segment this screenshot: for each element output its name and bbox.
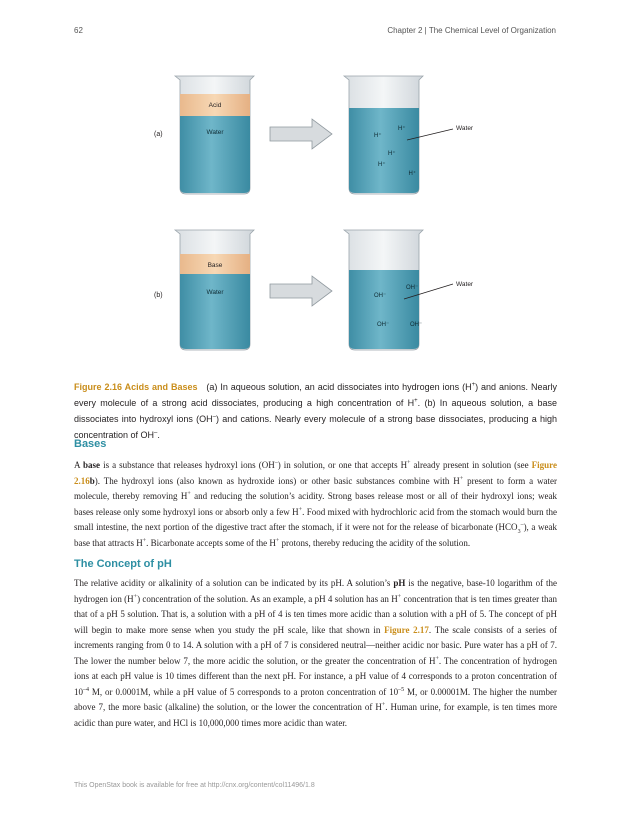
acid-base-figure (140, 64, 480, 354)
figure-link[interactable]: Figure 2.16 (74, 460, 557, 486)
beaker-a-left (175, 76, 254, 194)
acid-label: Acid (208, 102, 222, 109)
water-pointer-label: Water (456, 125, 474, 132)
oh-ion: OH⁻ (377, 322, 390, 328)
panel-b (154, 230, 474, 350)
oh-ion: OH⁻ (410, 322, 423, 328)
oh-ion: OH⁻ (374, 293, 387, 299)
base-label: Base (207, 262, 223, 269)
solution-b (349, 270, 419, 349)
beaker-b-right (344, 230, 474, 350)
solution-a (349, 108, 419, 193)
term-ph: pH (393, 578, 406, 588)
section-heading-ph: The Concept of pH (74, 558, 172, 570)
beaker-b-left (175, 230, 254, 350)
term-base: base (83, 460, 101, 470)
water-pointer-label: Water (456, 281, 474, 288)
figure-link[interactable]: Figure 2.17 (384, 624, 429, 635)
page-number: 62 (74, 26, 83, 35)
panel-a-tag: (a) (154, 131, 163, 138)
arrow-b (270, 276, 332, 306)
h-ion: H⁺ (374, 133, 382, 139)
water-layer (180, 274, 250, 349)
water-label: Water (206, 289, 224, 296)
panel-b-tag: (b) (154, 292, 163, 299)
h-ion: H⁺ (388, 151, 396, 157)
section-heading-bases: Bases (74, 438, 107, 450)
water-layer (180, 116, 250, 193)
panel-a (154, 76, 474, 194)
h-ion: H⁺ (378, 162, 386, 168)
beaker-a-right (344, 76, 474, 194)
paragraph-ph: The relative acidity or alkalinity of a solution can be indicated by its pH. A solution’s pH is the negative, base-10 logarithm of the hydrogen ion (H+) concentration of the solution. As an example, a pH 4 solution has an H+ concentration that is ten times greater than that of a pH 5 solution. That is, a solution with a pH of 4 is ten times more acidic than a solution with a pH of 5. The concept of pH will begin to make more sense when you study the pH scale, like that shown in Figure 2.17. The scale consists of a series of increments ranging from 0 to 14. A solution with a pH of 7 is considered neutral—neither acidic nor basic. Pure water has a pH of 7. The lower the number below 7, the more acidic the solution, or the greater the concentration of H+. The concentration of hydrogen ions at each pH value is 10 times different than the next pH. For instance, a pH value of 4 corresponds to a proton concentration of $10^{-4}$ M, or 0.0001M, while a pH value of 5 corresponds to a proton concentration of $10^{-5}$ M, or 0.00001M. The higher the number above 7, the more basic (alkaline) the solution, or the lower the concentration of H+. Human urine, for example, is ten times more acidic than pure water, and HCl is 10,000,000 times more acidic than water. (74, 578, 558, 728)
arrow-a (270, 119, 332, 149)
figure-caption: Figure 2.16 Acids and Bases (a) In aqueous solution, an acid dissociates into hydrogen ions (H+) and anions. Nearly every molecule of a strong acid dissociates, producing a high concentration of H+. (b) In aqueous solution, a base dissociates into hydroxyl ions (OH–) and cations. Nearly every molecule of a strong base dissociates, producing a high concentration of OH–. (74, 382, 557, 440)
h-ion: H⁺ (408, 171, 416, 177)
h-ion: H⁺ (398, 126, 406, 132)
oh-ion: OH⁻ (406, 285, 419, 291)
running-header: Chapter 2 | The Chemical Level of Organization (387, 26, 556, 35)
figure-label: Figure 2.16 Acids and Bases (74, 382, 198, 392)
paragraph-bases: A base is a substance that releases hydroxyl ions (OH–) in solution, or one that accepts H+ already present in solution (see Figure 2.16b). The hydroxyl ions (also known as hydroxide ions) or other basic substances combine with H+ present to form a water molecule, thereby removing H+ and reducing the solution’s acidity. Strong bases release most or all of their hydroxyl ions; weak bases release only some hydroxyl ions or absorb only a few H+. Food mixed with hydrochloric acid from the stomach would burn the small intestine, the next portion of the digestive tract after the stomach, if it were not for the release of bicarbonate $(HCO_3^-)$, a weak base that attracts H+. Bicarbonate accepts some of the H+ protons, thereby reducing the acidity of the solution. (74, 460, 558, 548)
footer-note: This OpenStax book is available for free at http://cnx.org/content/col11496/1.8 (74, 782, 315, 789)
water-label: Water (206, 129, 224, 136)
